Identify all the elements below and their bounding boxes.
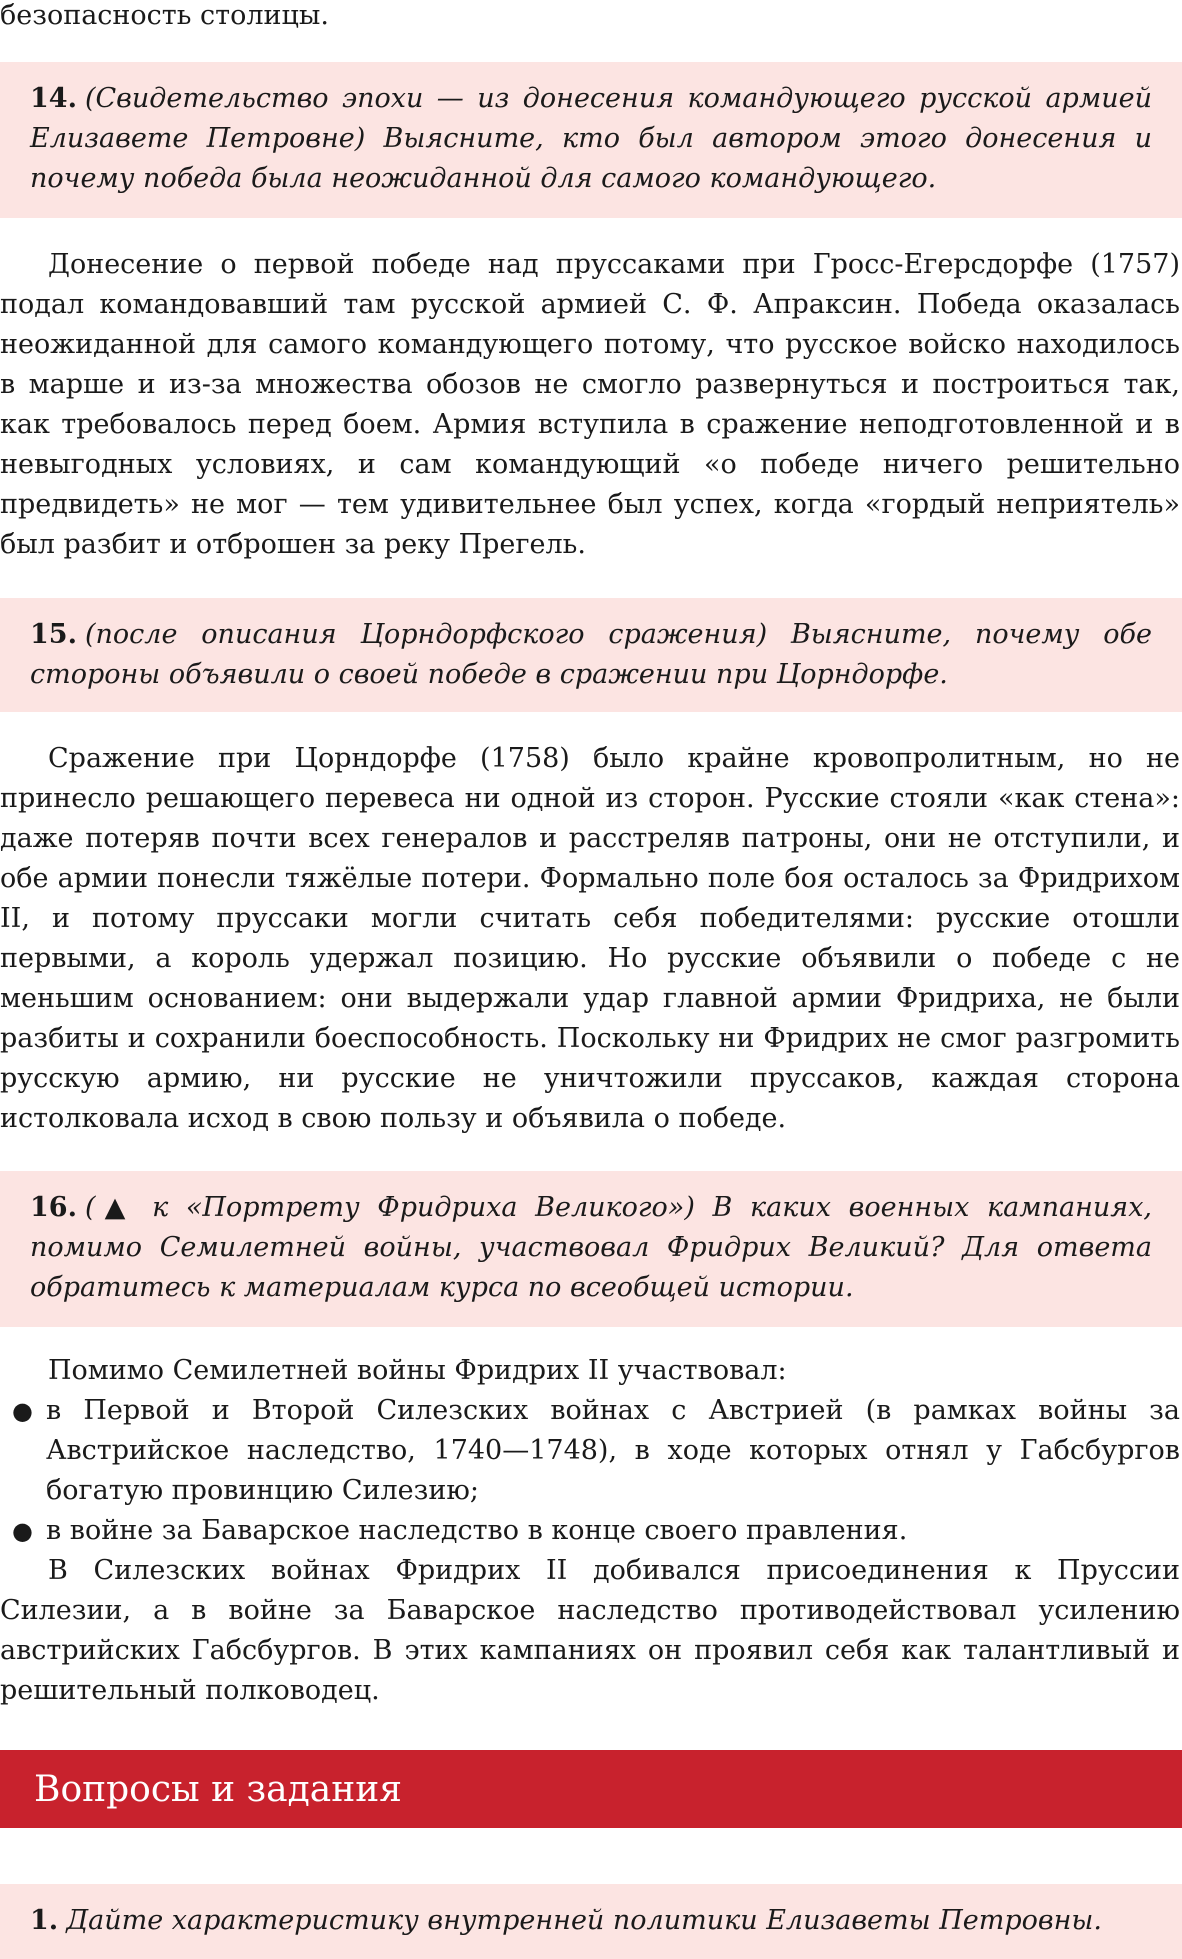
- question-14-box: [0, 62, 1182, 218]
- task-1-text: [30, 1901, 1152, 1941]
- answer-14-text: Донесение о первой победе над пруссаками при Гросс-Егерсдорфе (1757) подал командовавший там русской армией С. Ф. Апраксин. Победа оказалась неожиданной для самого командующего потому, что русское войско находилось в марше и из-за множества обозов не смогло развернуться и построиться так, как требовалось перед боем. Армия вступила в сражение неподготовленной и в невыгодных условиях, и сам командующий «о победе ничего решительно предвидеть» не мог — тем удивительнее был успех, когда «гордый неприятель» был разбит и отброшен за реку Прегель.: [0, 249, 1180, 560]
- question-15-body: (после описания Цорндорфского сражения) Выясните, почему обе стороны объявили о своей победе в сражении при Цорндорфе.: [30, 619, 1152, 690]
- question-15-text: [30, 615, 1152, 695]
- question-16-number: 16.: [30, 1192, 77, 1223]
- answer-15-text: Сражение при Цорндорфе (1758) было крайне кровопролитным, но не принесло решающего перевеса ни одной из сторон. Русские стояли «как стена»: даже потеряв почти всех генералов и расстреляв патроны, они не отступили, и обе армии понесли тяжёлые потери. Формально поле боя осталось за Фридрихом II, и потому пруссаки могли считать себя победителями: русские отошли первыми, а король удержал позицию. Но русские объявили о победе с не меньшим основанием: они выдержали удар главной армии Фридриха, не были разбиты и сохранили боеспособность. Поскольку ни Фридрих не смог разгромить русскую армию, ни русские не уничтожили пруссаков, каждая сторона истолковала исход в свою пользу и объявила о победе.: [0, 743, 1180, 1134]
- answer-16-lead: Помимо Семилетней войны Фридрих II участвовал:: [48, 1355, 787, 1386]
- bullet-icon: ●: [12, 1517, 33, 1545]
- task-1-body: Дайте характеристику внутренней политики Елизаветы Петровны.: [66, 1905, 1102, 1936]
- list-item: ● в войне за Баварское наследство в конце своего правления.: [0, 1511, 1180, 1551]
- question-16-body: (▲ к «Портрету Фридриха Великого») В каких военных кампаниях, помимо Семилетней войны, участвовал Фридрих Великий? Для ответа обратитесь к материалам курса по всеобщей истории.: [30, 1192, 1152, 1303]
- question-16-box: [0, 1171, 1182, 1327]
- task-1-number: 1.: [30, 1905, 59, 1936]
- question-14-number: 14.: [30, 83, 77, 114]
- question-15-box: [0, 598, 1182, 712]
- section-title: Вопросы и задания: [34, 1768, 402, 1810]
- bullet-icon: ●: [12, 1397, 33, 1425]
- question-14-text: [30, 79, 1152, 199]
- task-1-box: [0, 1884, 1182, 1959]
- section-header-bar: [0, 1750, 1182, 1828]
- question-14-body: (Свидетельство эпохи — из донесения командующего русской армией Елизавете Петровне) Выясните, кто был автором этого донесения и почему победа была неожиданной для самого командующего.: [30, 83, 1152, 194]
- question-15-number: 15.: [30, 619, 77, 650]
- answer-16-bullet-list: [0, 1391, 1180, 1551]
- intro-tail-text: безопасность столицы.: [0, 0, 329, 31]
- question-16-text: [30, 1188, 1152, 1308]
- answer-16-tail: В Силезских войнах Фридрих II добивался присоединения к Пруссии Силезии, а в войне за Баварское наследство противодействовал усилению австрийских Габсбургов. В этих кампаниях он проявил себя как талантливый и решительный полководец.: [0, 1555, 1180, 1706]
- list-item: ● в Первой и Второй Силезских войнах с Австрией (в рамках войны за Австрийское наследство, 1740—1748), в ходе которых отнял у Габсбургов богатую провинцию Силезию;: [0, 1391, 1180, 1511]
